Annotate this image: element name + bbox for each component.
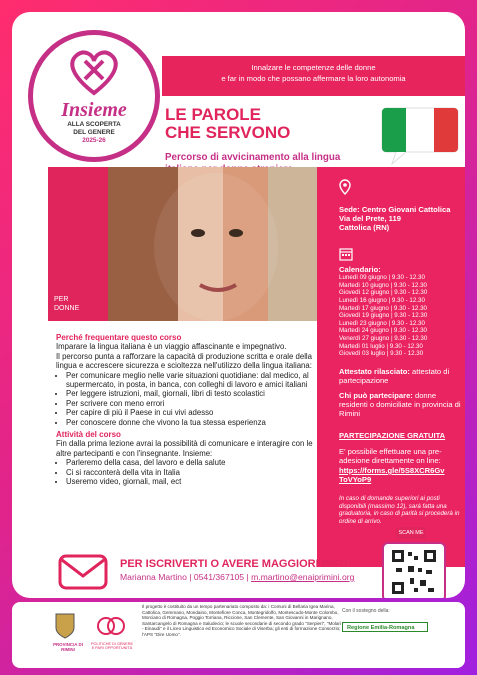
- reasons-list: [56, 371, 314, 427]
- date-item: Martedì 17 giugno | 9.30 - 12.30: [339, 304, 427, 312]
- paragraph-2: Il percorso punta a rafforzare la capacità di produzione scritta e orale della lingua e accrescere sicurezza e scioltezza nell'utilizzo della lingua italiana:: [56, 351, 312, 371]
- poster-card: [12, 12, 465, 598]
- sede-label: Sede:: [339, 205, 360, 214]
- list-item: • Per conoscere donne che vivono la tua stessa esperienza: [66, 418, 314, 427]
- scan-me-label: SCAN ME: [396, 527, 426, 539]
- photo-tag: [54, 295, 79, 313]
- date-item: Giovedì 03 luglio | 9.30 - 12.30: [339, 350, 424, 358]
- page-title: [165, 106, 290, 142]
- chi-block: [339, 391, 463, 419]
- list-item: • Per leggere istruzioni, mail, giornali, libri di testo scolastici: [66, 389, 314, 398]
- title-line-2: CHE SERVONO: [165, 123, 291, 142]
- date-item: Martedì 10 giugno | 9.30 - 12.30: [339, 281, 427, 289]
- date-item: Martedì 24 giugno | 9.30 - 12.30: [339, 327, 427, 335]
- date-item: Giovedì 12 giugno | 9.30 - 12.30: [339, 289, 428, 297]
- attestato-label: Attestato rilasciato:: [339, 367, 410, 376]
- insieme-logo: [28, 30, 160, 162]
- logo-word: Insieme: [61, 99, 127, 121]
- logo-year: 2025-26: [82, 137, 106, 144]
- list-item: • Per capire di più il Paese in cui vivi adesso: [66, 408, 314, 417]
- pari-opportunita-label: POLITICHE DI GENERE E PARI OPPORTUNITÀ: [91, 642, 133, 650]
- qr-code-box[interactable]: [382, 542, 446, 598]
- chi-label: Chi può partecipare:: [339, 391, 413, 400]
- date-item: Venerdì 27 giugno | 9.30 - 12.30: [339, 334, 428, 342]
- preadesione-text: E' possibile effettuare una pre-adesione direttamente on line:: [339, 447, 442, 466]
- top-banner: [162, 56, 465, 96]
- contact-line: [120, 572, 354, 582]
- graduatoria-note: In caso di domande superiori ai posti disponibili (massimo 12), sarà fatta una graduatoria, in caso di parità si procederà in ordine di arrivo.: [339, 495, 460, 525]
- preadesione-link[interactable]: https://forms.gle/5S8XCR6Gv ToVYoP9: [339, 466, 445, 485]
- section-heading-why: Perché frequentare questo corso: [56, 333, 182, 342]
- list-item: • Per scrivere con meno errori: [66, 399, 314, 408]
- logo-sub-2: DEL GENERE: [73, 129, 115, 136]
- paragraph-1: Imparare la lingua italiana è un viaggio affascinante e impegnativo.: [56, 342, 287, 352]
- qr-code-icon: [392, 550, 436, 594]
- address-line-2: Cattolica (RN): [339, 223, 390, 233]
- gratuita-label: PARTECIPAZIONE GRATUITA: [339, 431, 446, 440]
- provincia-label: PROVINCIA DI RIMINI: [53, 642, 83, 652]
- calendar-icon: [339, 247, 353, 261]
- page-subtitle: Percorso di avvicinamento alla lingua: [165, 152, 341, 163]
- list-item: • Per comunicare meglio nelle varie situazioni quotidiane: dal medico, al supermercato, in posta, in banca, con colleghi di lavoro e amici italiani: [66, 371, 314, 390]
- footer: [12, 602, 465, 668]
- course-description: [56, 333, 314, 487]
- date-item: Martedì 01 luglio | 9.30 - 12.30: [339, 342, 423, 350]
- banner-line-2: e far in modo che possano affermare la loro autonomia: [221, 74, 406, 83]
- contact-title: PER ISCRIVERTI O AVERE MAGGIORI INFO:: [120, 558, 352, 570]
- logo-sub-1: ALLA SCOPERTA: [67, 121, 121, 128]
- contact-email-link[interactable]: m.martino@enaiprimini.org: [251, 572, 355, 582]
- title-line-1: LE PAROLE: [165, 105, 262, 124]
- women-photo: [48, 167, 329, 321]
- photo-tag-2: DONNE: [54, 305, 80, 312]
- calendar-block: [339, 265, 463, 358]
- date-item: Giovedì 19 giugno | 9.30 - 12.30: [339, 312, 428, 320]
- list-item: • Ci si racconterà della vita in Italia: [66, 468, 314, 477]
- footer-note: Il progetto è costituito da un tempo partenariato composto da: i Comuni di Bellaria Igea Marina, Cattolica, Gemmano, Mondaino, Montefiore Conca, Montegridolfo, Montescudo-Monte Colombo, Morciano di Romagna, Poggio Torriana, Riccione, San Clemente, San Giovanni in Marignano, Santarcangelo di Romagna e Saludecio; le scuole secondarie di secondo grado "Serpieri", "Molari - Einaudi" e il Liceo Linguistico ed Economico Sociale di Viserba; gli enti di formazione Consorzio; l'APS "Dire Uomo".: [142, 604, 341, 637]
- sostegno-label: Con il sostegno della:: [342, 608, 390, 614]
- attestato-value: attestato di partecipazione: [339, 367, 450, 386]
- face-silhouette: [48, 167, 329, 321]
- section-heading-activities: Attività del corso: [56, 430, 121, 440]
- date-item: Lunedì 09 giugno | 9.30 - 12.30: [339, 274, 425, 282]
- photo-tag-1: PER: [54, 296, 69, 303]
- date-item: Lunedì 16 giugno | 9.30 - 12.30: [339, 296, 425, 304]
- provincia-crest-icon: [54, 612, 76, 640]
- italian-flag-icon: [380, 104, 460, 170]
- date-item: Lunedì 23 giugno | 9.30 - 12.30: [339, 319, 425, 327]
- activities-list: [56, 458, 314, 486]
- pari-opportunita-icon: [96, 612, 126, 640]
- calendar-label: Calendario:: [339, 265, 381, 274]
- banner-line-1: Innalzare le competenze delle donne: [251, 63, 376, 72]
- sede-value: Centro Giovani Cattolica: [361, 205, 451, 214]
- list-item: • Parleremo della casa, del lavoro e della salute: [66, 458, 314, 467]
- chi-value: donne residenti o domiciliate in provincia di Rimini: [339, 391, 461, 419]
- paragraph-3: Fin dalla prima lezione avrai la possibilità di comunicare e interagire con le altre partecipanti e con l'insegnante. Insieme:: [56, 439, 313, 458]
- address-line-1: Via del Prete, 119: [339, 214, 401, 224]
- envelope-icon: [58, 552, 112, 592]
- contact-name-phone: Marianna Martino | 0541/367105 |: [120, 572, 252, 582]
- list-item: • Useremo video, giornali, mail, ect: [66, 477, 314, 486]
- regione-logo: Regione Emilia-Romagna: [342, 622, 428, 632]
- info-panel: [317, 167, 465, 567]
- sede-block: [339, 205, 459, 233]
- location-pin-icon: [339, 179, 351, 195]
- attestato-block: [339, 367, 463, 385]
